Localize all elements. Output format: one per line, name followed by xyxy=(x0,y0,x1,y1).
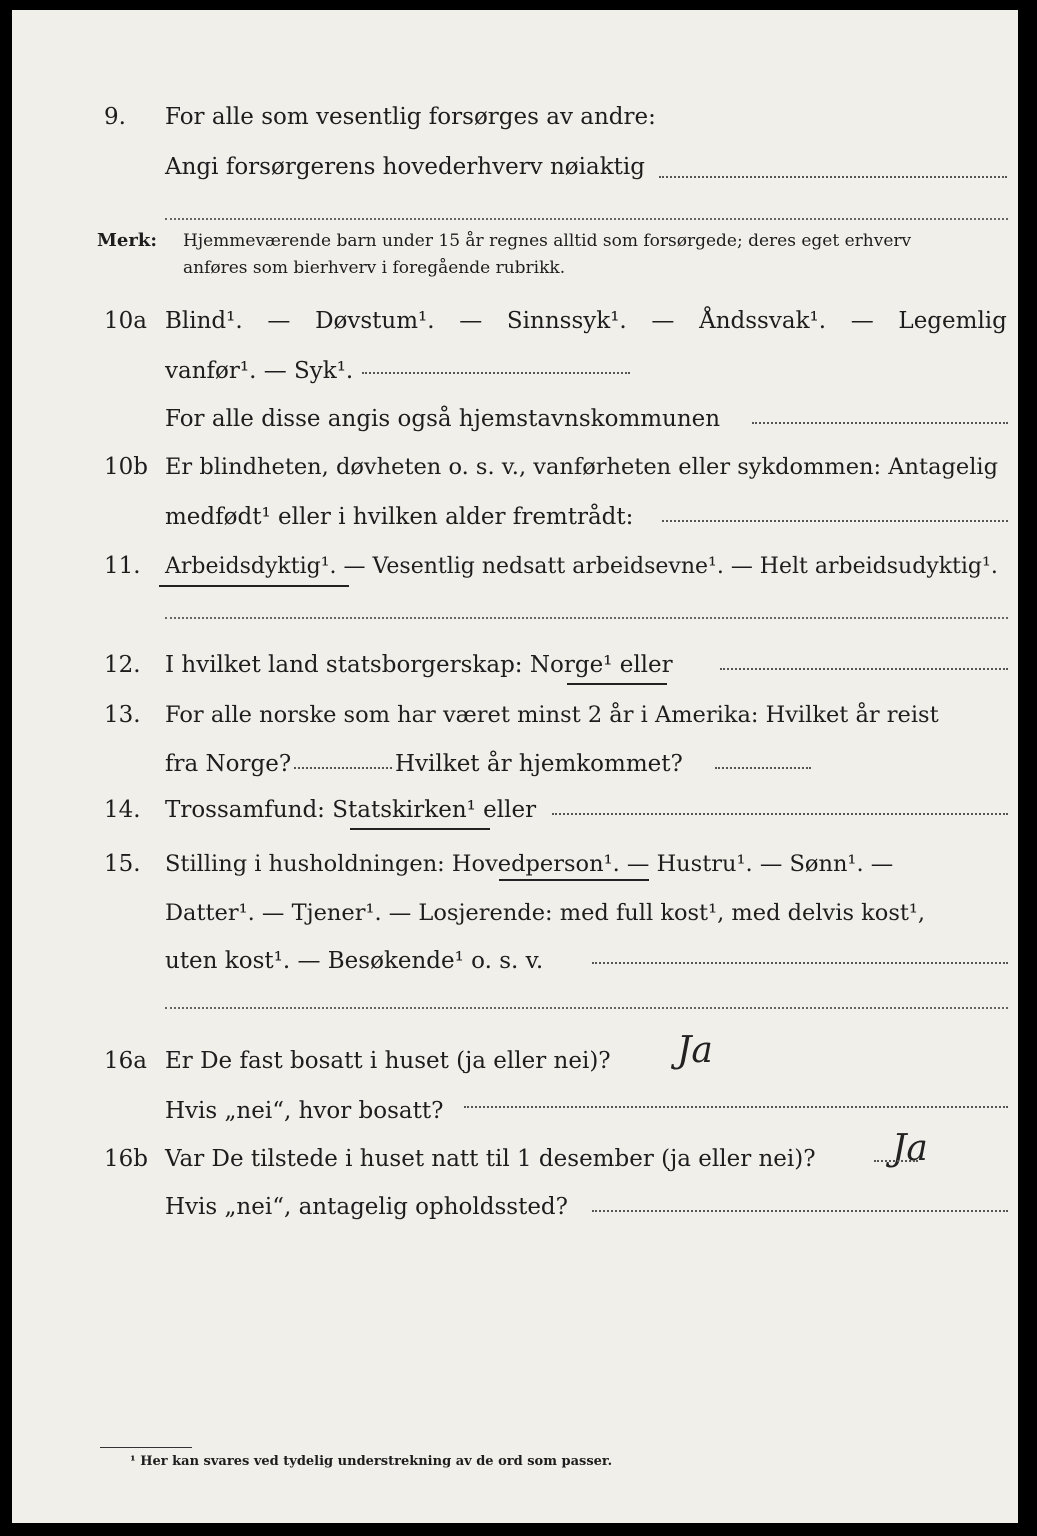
q10b-text: Er blindheten, døvheten o. s. v., vanførheten eller sykdommen: Antagelig xyxy=(165,454,998,480)
q15-answer-line[interactable] xyxy=(592,962,1008,964)
q12-suffix: eller xyxy=(612,652,673,678)
q10a-number: 10a xyxy=(104,308,147,334)
q10b-number: 10b xyxy=(104,454,148,480)
q12-underline-mark xyxy=(567,683,667,685)
q10a-dash: — xyxy=(651,308,675,334)
merk-note xyxy=(97,230,912,251)
q9-subtext: Angi forsørgerens hovederhverv nøiaktig xyxy=(165,154,645,180)
q11-opt-arbeidsdyktig[interactable]: Arbeidsdyktig¹. xyxy=(165,554,337,579)
q10a-opt-dovstum[interactable]: Døvstum¹. xyxy=(315,308,435,334)
q13-text: For alle norske som har været minst 2 år i Amerika: Hvilket år reist xyxy=(165,702,939,728)
footnote: ¹ Her kan svares ved tydelig understrekning av de ord som passer. xyxy=(130,1454,613,1469)
q10a-options xyxy=(165,308,1007,334)
q15-text xyxy=(165,851,893,877)
q10b-answer-line[interactable] xyxy=(662,520,1008,522)
q16b-text: Var De tilstede i huset natt til 1 desember (ja eller nei)? xyxy=(165,1146,816,1172)
q10a-opt-blind[interactable]: Blind¹. xyxy=(165,308,243,334)
q15-prefix: Stilling i husholdningen: xyxy=(165,851,452,877)
q10a-dash: — xyxy=(267,308,291,334)
q10a-opt-sinnssyk[interactable]: Sinnssyk¹. xyxy=(506,308,627,334)
q16a-answer-line[interactable] xyxy=(464,1106,1008,1108)
q14-prefix: Trossamfund: xyxy=(165,797,333,823)
q16b-text-2: Hvis „nei“, antagelig opholdssted? xyxy=(165,1194,568,1220)
q14-suffix: eller xyxy=(475,797,537,823)
q15-suffix: . — Hustru¹. — Sønn¹. — xyxy=(612,851,894,877)
q15-text-2: Datter¹. — Tjener¹. — Losjerende: med full kost¹, med delvis kost¹, xyxy=(165,900,926,926)
q10a-dash: — xyxy=(850,308,874,334)
q10a-opt-andssvak[interactable]: Åndssvak¹. xyxy=(699,308,827,334)
q15-underline-mark xyxy=(499,879,649,881)
q14-answer-line[interactable] xyxy=(552,813,1008,815)
q10a-text-2: vanfør¹. — Syk¹. xyxy=(165,358,354,384)
q11-text xyxy=(165,554,998,579)
q10a-text-3: For alle disse angis også hjemstavnskommunen xyxy=(165,406,721,432)
q11-rest: — Vesentlig nedsatt arbeidsevne¹. — Helt arbeidsudyktig¹. xyxy=(336,554,998,579)
q10a-hjemstavn-line[interactable] xyxy=(752,422,1008,424)
q10a-answer-line[interactable] xyxy=(362,372,630,374)
q12-prefix: I hvilket land statsborgerskap: xyxy=(165,652,530,678)
merk-text-2: anføres som bierhverv i foregående rubrikk. xyxy=(183,258,566,278)
q11-answer-line[interactable] xyxy=(165,617,1008,619)
q13-text-b: Hvilket år hjemkommet? xyxy=(395,751,683,777)
q16b-answer-line[interactable] xyxy=(874,1160,918,1162)
census-form-page xyxy=(12,10,1018,1523)
q13-text-a: fra Norge? xyxy=(165,751,292,777)
q14-text xyxy=(165,797,536,823)
q16a-number: 16a xyxy=(104,1048,147,1074)
q12-number: 12. xyxy=(104,652,141,678)
q16b-number: 16b xyxy=(104,1146,148,1172)
q10a-dash: — xyxy=(459,308,483,334)
q16b-opholdssted-line[interactable] xyxy=(592,1210,1008,1212)
q9-number: 9. xyxy=(104,104,126,130)
q14-opt-statskirken[interactable]: Statskirken¹ xyxy=(332,797,476,823)
q16a-text: Er De fast bosatt i huset (ja eller nei)? xyxy=(165,1048,611,1074)
merk-text-1: Hjemmeværende barn under 15 år regnes alltid som forsørgede; deres eget erhverv xyxy=(183,231,912,251)
q16a-handwritten-answer[interactable]: Ja xyxy=(677,1030,713,1071)
q16b-handwritten-answer[interactable]: Ja xyxy=(892,1128,928,1169)
q13-reist-line[interactable] xyxy=(294,767,392,769)
footnote-rule xyxy=(100,1447,192,1448)
q9-answer-line-2[interactable] xyxy=(165,218,1008,220)
q12-opt-norge[interactable]: Norge¹ xyxy=(529,652,613,678)
q15-answer-line-2[interactable] xyxy=(165,1007,1008,1009)
q10a-opt-legemlig[interactable]: Legemlig xyxy=(898,308,1007,334)
q9-text: For alle som vesentlig forsørges av andre: xyxy=(165,104,656,130)
q10b-text-2: medfødt¹ eller i hvilken alder fremtrådt: xyxy=(165,504,634,530)
merk-label: Merk: xyxy=(97,230,157,251)
q9-answer-line[interactable] xyxy=(659,176,1007,178)
bleed-through-text xyxy=(162,1285,166,1301)
q12-answer-line[interactable] xyxy=(720,668,1008,670)
q11-underline-mark xyxy=(159,585,349,587)
q14-underline-mark xyxy=(350,828,490,830)
q15-text-3: uten kost¹. — Besøkende¹ o. s. v. xyxy=(165,948,544,974)
q14-number: 14. xyxy=(104,797,141,823)
q13-hjemkommet-line[interactable] xyxy=(715,767,811,769)
q13-number: 13. xyxy=(104,702,141,728)
q11-number: 11. xyxy=(104,553,141,579)
q12-text xyxy=(165,652,673,678)
q15-number: 15. xyxy=(104,851,141,877)
q15-opt-hovedperson[interactable]: Hovedperson¹ xyxy=(451,851,613,877)
q16a-text-2: Hvis „nei“, hvor bosatt? xyxy=(165,1098,444,1124)
